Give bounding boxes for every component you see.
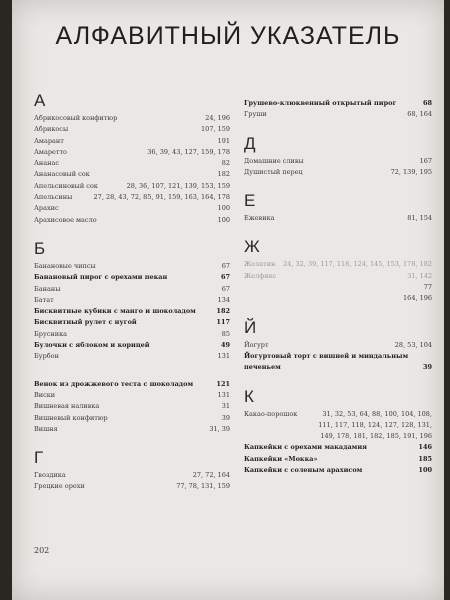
entry-term: Банановые чипсы bbox=[34, 261, 96, 270]
entry-term: Ежевика bbox=[244, 214, 275, 223]
entry-pages: 117 bbox=[216, 318, 230, 327]
index-entry bbox=[34, 481, 230, 492]
entry-pages: 49 bbox=[220, 341, 230, 350]
entry-pages: 28, 53, 104 bbox=[394, 340, 432, 349]
section-letter: Ж bbox=[244, 237, 260, 257]
index-entry bbox=[244, 293, 432, 304]
entry-pages: 24, 32, 39, 117, 118, 124, 145, 153, 178, 182 bbox=[283, 260, 432, 269]
entry-term: Бананы bbox=[34, 284, 61, 293]
index-entry bbox=[244, 442, 432, 453]
entry-term: Вишня bbox=[34, 424, 58, 433]
entry-pages: 121 bbox=[216, 379, 230, 388]
entry-pages: 39 bbox=[422, 363, 432, 372]
index-entry bbox=[244, 340, 432, 351]
index-entry bbox=[34, 390, 230, 401]
entry-pages: 131 bbox=[217, 390, 230, 399]
entry-pages: 81, 154 bbox=[407, 214, 432, 223]
index-entry bbox=[34, 203, 230, 214]
entry-term: Венок из дрожжевого теста с шоколадом bbox=[34, 379, 194, 388]
section-letter: Г bbox=[34, 448, 44, 468]
index-entry bbox=[34, 181, 230, 192]
index-entry bbox=[34, 169, 230, 180]
index-entry bbox=[34, 158, 230, 169]
entry-term: Апельсиновый сок bbox=[34, 181, 98, 190]
index-entry bbox=[34, 215, 230, 226]
index-entry bbox=[244, 465, 432, 476]
entry-term: Какао-порошок bbox=[244, 409, 298, 418]
index-entry bbox=[244, 213, 432, 224]
entry-pages: 85 bbox=[221, 329, 230, 338]
entry-pages: 100 bbox=[418, 466, 432, 475]
index-entry bbox=[34, 124, 230, 135]
index-entry bbox=[244, 109, 432, 120]
entry-term: Грушево-клюквенный открытый пирог bbox=[244, 99, 397, 107]
index-entry bbox=[244, 271, 432, 282]
entry-pages: 39 bbox=[221, 413, 230, 422]
entry-pages: 134 bbox=[217, 295, 230, 304]
index-entry bbox=[34, 284, 230, 295]
entry-term: Капкейки с соленым арахисом bbox=[244, 466, 363, 475]
section-letter: К bbox=[244, 386, 254, 406]
index-entry bbox=[244, 167, 432, 178]
index-entry bbox=[244, 409, 432, 443]
index-entry bbox=[244, 98, 432, 109]
entry-pages: 167 bbox=[419, 156, 432, 165]
entry-pages: 67 bbox=[221, 261, 230, 270]
entry-pages: 27, 28, 43, 72, 85, 91, 159, 163, 164, 178 bbox=[93, 193, 230, 202]
section-letter: Б bbox=[34, 238, 46, 258]
entry-term: Булочки с яблоком и корицей bbox=[34, 341, 150, 350]
page-number: 202 bbox=[34, 546, 50, 555]
entry-pages: 31, 32, 53, 64, 88, 100, 104, 108, 111, 117, 118, 124, 127, 128, 131, 149, 178, 181, 182, 185, 191, 196 bbox=[318, 409, 432, 441]
index-entry bbox=[34, 113, 230, 124]
entry-pages: 31, 39 bbox=[209, 424, 230, 433]
index-entry bbox=[34, 295, 230, 306]
index-entry bbox=[244, 454, 432, 465]
section-letter: А bbox=[34, 91, 46, 110]
entry-term: Капкейки «Мокка» bbox=[244, 454, 318, 463]
entry-pages: 68, 164 bbox=[407, 110, 432, 119]
index-entry bbox=[34, 424, 230, 435]
index-entry bbox=[34, 317, 230, 328]
entry-pages: 68 bbox=[422, 99, 432, 107]
entry-pages: 77, 78, 131, 159 bbox=[176, 482, 230, 491]
entry-pages: 185 bbox=[418, 454, 432, 463]
entry-term: Банановый пирог с орехами пекан bbox=[34, 273, 168, 282]
entry-term: Желатин bbox=[244, 260, 276, 269]
entry-term: Бисквитные кубики с манго и шоколадом bbox=[34, 307, 196, 316]
entry-term: Арахис bbox=[34, 204, 59, 213]
entry-term: Бурбон bbox=[34, 352, 59, 361]
section-letter: Й bbox=[244, 317, 257, 337]
entry-term: Груши bbox=[244, 110, 267, 119]
entry-pages: 82 bbox=[221, 159, 230, 168]
entry-term: Амарант bbox=[34, 136, 64, 145]
entry-pages: 27, 72, 164 bbox=[192, 471, 230, 480]
right-column bbox=[244, 92, 432, 476]
index-entry bbox=[34, 351, 230, 362]
index-entry bbox=[34, 306, 230, 317]
index-entry bbox=[244, 351, 432, 374]
entry-term: Бисквитный рулет с нугой bbox=[34, 318, 137, 327]
entry-pages: 146 bbox=[418, 443, 432, 452]
entry-term: Брусника bbox=[34, 329, 68, 338]
section-letter: Д bbox=[244, 133, 256, 153]
section-letter: Е bbox=[244, 191, 256, 211]
index-entry bbox=[244, 156, 432, 167]
index-page bbox=[12, 0, 444, 600]
index-entry bbox=[34, 379, 230, 390]
entry-term: Капкейки с орехами макадамия bbox=[244, 443, 367, 452]
index-entry bbox=[34, 147, 230, 158]
entry-term: Грецкие орехи bbox=[34, 482, 85, 491]
entry-term: Виски bbox=[34, 390, 56, 399]
entry-term: Ананасовый сок bbox=[34, 170, 90, 179]
index-entry bbox=[34, 192, 230, 203]
entry-pages: 67 bbox=[220, 273, 230, 282]
entry-pages: 182 bbox=[216, 307, 230, 316]
entry-pages: 72, 139, 195 bbox=[390, 167, 432, 176]
entry-term: Абрикосы bbox=[34, 125, 69, 134]
entry-pages: 100 bbox=[217, 204, 230, 213]
entry-term: Йогурт bbox=[244, 340, 269, 349]
index-entry bbox=[34, 261, 230, 272]
entry-term: Абрикосовый конфитюр bbox=[34, 114, 118, 122]
entry-pages: 67 bbox=[221, 284, 230, 293]
entry-pages: 182 bbox=[217, 170, 230, 179]
entry-term: Батат bbox=[34, 295, 54, 304]
entry-term: Апельсины bbox=[34, 193, 73, 202]
entry-pages: 131 bbox=[217, 352, 230, 361]
index-entry bbox=[34, 340, 230, 351]
index-entry bbox=[34, 329, 230, 340]
index-entry bbox=[34, 272, 230, 283]
entry-term: Йогуртовый торт с вишней и миндальным печеньем bbox=[244, 351, 409, 372]
page-title: АЛФАВИТНЫЙ УКАЗАТЕЛЬ bbox=[55, 22, 401, 50]
entry-term: Ананас bbox=[34, 159, 59, 168]
entry-term: Вишневый конфитюр bbox=[34, 413, 108, 422]
entry-term: Вишневая наливка bbox=[34, 402, 100, 411]
left-column bbox=[34, 92, 230, 493]
entry-term: Душистый перец bbox=[244, 167, 303, 176]
entry-pages: 31, 142 bbox=[407, 271, 432, 280]
entry-term: Желфикс bbox=[244, 271, 277, 280]
index-entry bbox=[34, 470, 230, 481]
entry-term: Домашние сливы bbox=[244, 156, 304, 165]
entry-term: Гвоздика bbox=[34, 471, 66, 480]
entry-pages: 191 bbox=[217, 136, 230, 145]
entry-pages: 164, 196 bbox=[403, 294, 432, 303]
entry-pages: 36, 39, 43, 127, 159, 178 bbox=[147, 147, 230, 156]
entry-term: Амаретто bbox=[34, 147, 67, 156]
entry-pages: 107, 159 bbox=[201, 125, 230, 134]
entry-pages: 100 bbox=[217, 215, 230, 224]
entry-term: Арахисовое масло bbox=[34, 215, 97, 224]
index-entry bbox=[34, 136, 230, 147]
entry-pages: 77 bbox=[423, 283, 432, 292]
index-entry bbox=[34, 413, 230, 424]
index-entry bbox=[244, 282, 432, 293]
entry-pages: 28, 36, 107, 121, 139, 153, 159 bbox=[126, 181, 230, 190]
index-entry bbox=[34, 401, 230, 412]
entry-pages: 24, 196 bbox=[205, 114, 230, 122]
entry-pages: 31 bbox=[221, 402, 230, 411]
index-entry bbox=[244, 259, 432, 270]
